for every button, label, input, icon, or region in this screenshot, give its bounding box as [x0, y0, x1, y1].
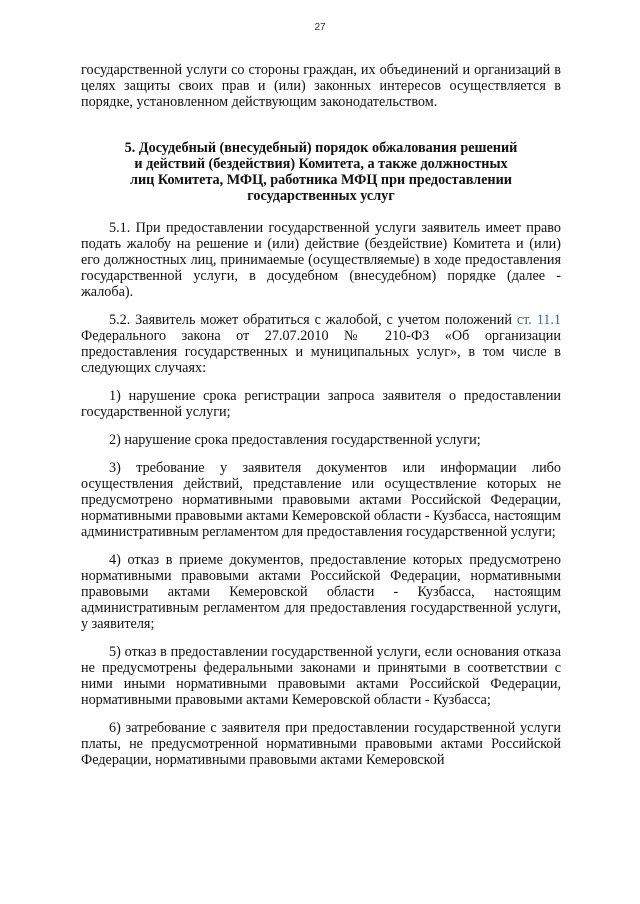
page-number: 27: [314, 22, 326, 33]
paragraph-5-1: 5.1. При предоставлении государственной услуги заявитель имеет право подать жалобу на решение и (или) действие (бездействие) Комитета и (или) его должностных лиц, принимаемые (осуществляемые) в ходе предоставления государственной услуги, в досудебном (внесудебном) порядке (далее - жалоба).: [81, 220, 561, 300]
section-heading-line: и действий (бездействия) Комитета, а также должностных: [134, 156, 508, 172]
section-heading-line: 5. Досудебный (внесудебный) порядок обжалования решений: [124, 140, 518, 156]
section-heading-line: государственных услуг: [247, 188, 395, 204]
law-article-link[interactable]: ст. 11.1: [516, 312, 561, 328]
list-item: 2) нарушение срока предоставления государственной услуги;: [109, 432, 481, 448]
document-body: [81, 62, 561, 768]
paragraph-5-2-text: 5.2. Заявитель может обратиться с жалобой, с учетом положений: [109, 312, 517, 328]
list-item: 5) отказ в предоставлении государственной услуги, если основания отказа не предусмотрены федеральными законами и принятыми в соответствии с ними иными нормативными правовыми актами Российской Федерации, нормативными правовыми актами Кемеровской области - Кузбасса;: [81, 644, 561, 708]
list-item: 4) отказ в приеме документов, предоставление которых предусмотрено нормативными правовыми актами Российской Федерации, нормативными правовыми актами Кемеровской области - Кузбасса, настоящим административным регламентом для предоставления государственной услуги, у заявителя;: [81, 552, 561, 632]
intro-paragraph: государственной услуги со стороны граждан, их объединений и организаций в целях защиты своих прав и (или) законных интересов осуществляется в порядке, установленном действующим законодательством.: [81, 62, 561, 110]
section-heading-line: лиц Комитета, МФЦ, работника МФЦ при предоставлении: [130, 172, 512, 188]
list-item: 3) требование у заявителя документов или информации либо осуществления действий, представление или осуществление которых не предусмотрено нормативными правовыми актами Российской Федерации, нормативными правовыми актами Кемеровской области - Кузбасса, настоящим административным регламентом для предоставления государственной услуги;: [81, 460, 561, 540]
paragraph-5-2-text-continued: Федерального закона от 27.07.2010 № 210-ФЗ «Об организации предоставления государственных и муниципальных услуг», в том числе в следующих случаях:: [81, 328, 561, 376]
list-item: 1) нарушение срока регистрации запроса заявителя о предоставлении государственной услуги;: [81, 388, 561, 420]
list-item: 6) затребование с заявителя при предоставлении государственной услуги платы, не предусмотренной нормативными правовыми актами Российской Федерации, нормативными правовыми актами Кемеровской: [81, 720, 561, 768]
section-heading: [81, 140, 561, 204]
paragraph-5-2: [81, 312, 561, 376]
